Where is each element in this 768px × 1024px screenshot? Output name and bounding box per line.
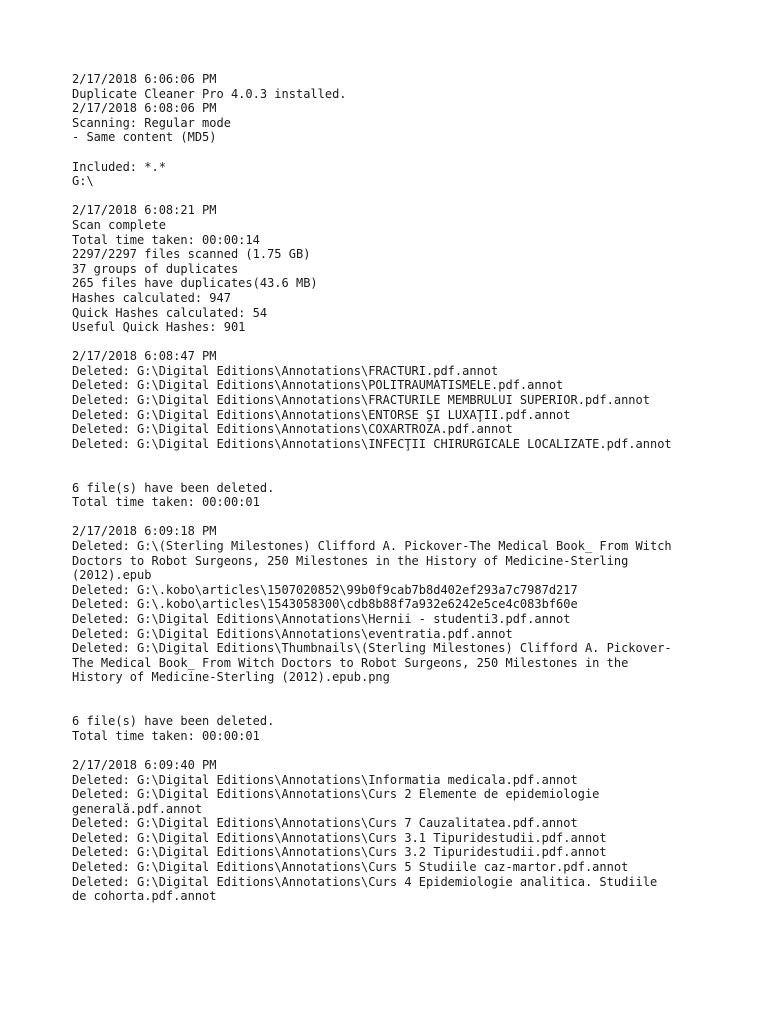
log-line: Doctors to Robot Surgeons, 250 Milestones in the History of Medicine-Sterling bbox=[72, 553, 629, 568]
log-line: Deleted: G:\Digital Editions\Annotations\Hernii - studenti3.pdf.annot bbox=[72, 611, 571, 626]
log-line: Scan complete bbox=[72, 217, 166, 232]
log-line: Deleted: G:\Digital Editions\Annotations\Curs 5 Studiile caz-martor.pdf.annot bbox=[72, 860, 629, 875]
log-line: Deleted: G:\Digital Editions\Annotations\FRACTURI.pdf.annot bbox=[72, 363, 499, 378]
log-line: 2/17/2018 6:09:40 PM bbox=[72, 757, 217, 772]
log-spacer bbox=[72, 145, 712, 160]
log-line: 2/17/2018 6:08:21 PM bbox=[72, 203, 217, 218]
log-line: generală.pdf.annot bbox=[72, 801, 203, 816]
log-entry bbox=[72, 72, 712, 145]
log-spacer bbox=[72, 451, 712, 480]
log-line: Deleted: G:\(Sterling Milestones) Clifford A. Pickover-The Medical Book_ From Witch bbox=[72, 539, 672, 553]
log-line: 265 files have duplicates(43.6 MB) bbox=[72, 276, 318, 291]
log-line: Useful Quick Hashes: 901 bbox=[72, 320, 246, 335]
log-line: Deleted: G:\Digital Editions\Annotations\Curs 7 Cauzalitatea.pdf.annot bbox=[72, 816, 578, 831]
log-line: The Medical Book_ From Witch Doctors to Robot Surgeons, 250 Milestones in the bbox=[72, 655, 629, 670]
log-line: 37 groups of duplicates bbox=[72, 261, 239, 276]
log-line: Deleted: G:\Digital Editions\Annotations\FRACTURILE MEMBRULUI SUPERIOR.pdf.annot bbox=[72, 393, 650, 408]
log-line: Deleted: G:\Digital Editions\Annotations\INFECŢII CHIRURGICALE LOCALIZATE.pdf.annot bbox=[72, 436, 672, 451]
log-entry bbox=[72, 203, 712, 334]
log-line: Duplicate Cleaner Pro 4.0.3 installed. bbox=[72, 86, 347, 101]
log-line: Deleted: G:\Digital Editions\Annotations\COXARTROZA.pdf.annot bbox=[72, 422, 513, 437]
log-line: (2012).epub bbox=[72, 568, 152, 583]
log-document bbox=[72, 72, 712, 904]
log-spacer bbox=[72, 510, 712, 525]
log-spacer bbox=[72, 335, 712, 350]
log-line: Total time taken: 00:00:01 bbox=[72, 495, 260, 510]
log-spacer bbox=[72, 685, 712, 714]
log-spacer bbox=[72, 189, 712, 204]
log-line: - Same content (MD5) bbox=[72, 130, 217, 145]
log-line: 2/17/2018 6:08:06 PM bbox=[72, 101, 217, 116]
log-line: Deleted: G:\Digital Editions\Annotations\Informatia medicala.pdf.annot bbox=[72, 772, 578, 787]
log-line: 6 file(s) have been deleted. bbox=[72, 480, 275, 495]
log-line: Total time taken: 00:00:01 bbox=[72, 728, 260, 743]
log-line: 6 file(s) have been deleted. bbox=[72, 714, 275, 729]
log-entry bbox=[72, 349, 712, 451]
log-line: Scanning: Regular mode bbox=[72, 115, 231, 130]
log-entry bbox=[72, 758, 712, 904]
log-line: de cohorta.pdf.annot bbox=[72, 889, 217, 904]
log-line: Deleted: G:\.kobo\articles\1507020852\99b0f9cab7b8d402ef293a7c7987d217 bbox=[72, 582, 578, 597]
log-line: Deleted: G:\Digital Editions\Annotations\eventratia.pdf.annot bbox=[72, 626, 513, 641]
log-line: Deleted: G:\Digital Editions\Annotations\POLITRAUMATISMELE.pdf.annot bbox=[72, 378, 564, 393]
log-line: G:\ bbox=[72, 174, 94, 189]
log-line: Included: *.* bbox=[72, 159, 166, 174]
log-line: 2/17/2018 6:09:18 PM bbox=[72, 524, 217, 539]
log-line: Quick Hashes calculated: 54 bbox=[72, 305, 268, 320]
log-line: Deleted: G:\Digital Editions\Annotations\ENTORSE ŞI LUXAŢII.pdf.annot bbox=[72, 407, 571, 422]
log-spacer bbox=[72, 743, 712, 758]
log-line: Total time taken: 00:00:14 bbox=[72, 232, 260, 247]
log-line: Deleted: G:\Digital Editions\Annotations\Curs 3.1 Tipuridestudii.pdf.annot bbox=[72, 830, 607, 845]
log-line: 2297/2297 files scanned (1.75 GB) bbox=[72, 247, 311, 262]
log-line: Deleted: G:\Digital Editions\Annotations\Curs 4 Epidemiologie analitica. Studiile bbox=[72, 874, 658, 889]
log-entry bbox=[72, 160, 712, 189]
log-line: Hashes calculated: 947 bbox=[72, 290, 231, 305]
log-line: 2/17/2018 6:06:06 PM bbox=[72, 72, 217, 86]
log-line: Deleted: G:\Digital Editions\Annotations\Curs 2 Elemente de epidemiologie bbox=[72, 787, 600, 802]
log-line: Deleted: G:\Digital Editions\Annotations\Curs 3.2 Tipuridestudii.pdf.annot bbox=[72, 845, 607, 860]
log-entry bbox=[72, 481, 712, 510]
log-entry bbox=[72, 524, 712, 685]
log-line: Deleted: G:\.kobo\articles\1543058300\cdb8b88f7a932e6242e5ce4c083bf60e bbox=[72, 597, 578, 612]
log-entry bbox=[72, 714, 712, 743]
log-line: 2/17/2018 6:08:47 PM bbox=[72, 349, 217, 364]
log-line: History of Medicine-Sterling (2012).epub.png bbox=[72, 670, 390, 685]
log-line: Deleted: G:\Digital Editions\Thumbnails\(Sterling Milestones) Clifford A. Pickover- bbox=[72, 641, 672, 656]
